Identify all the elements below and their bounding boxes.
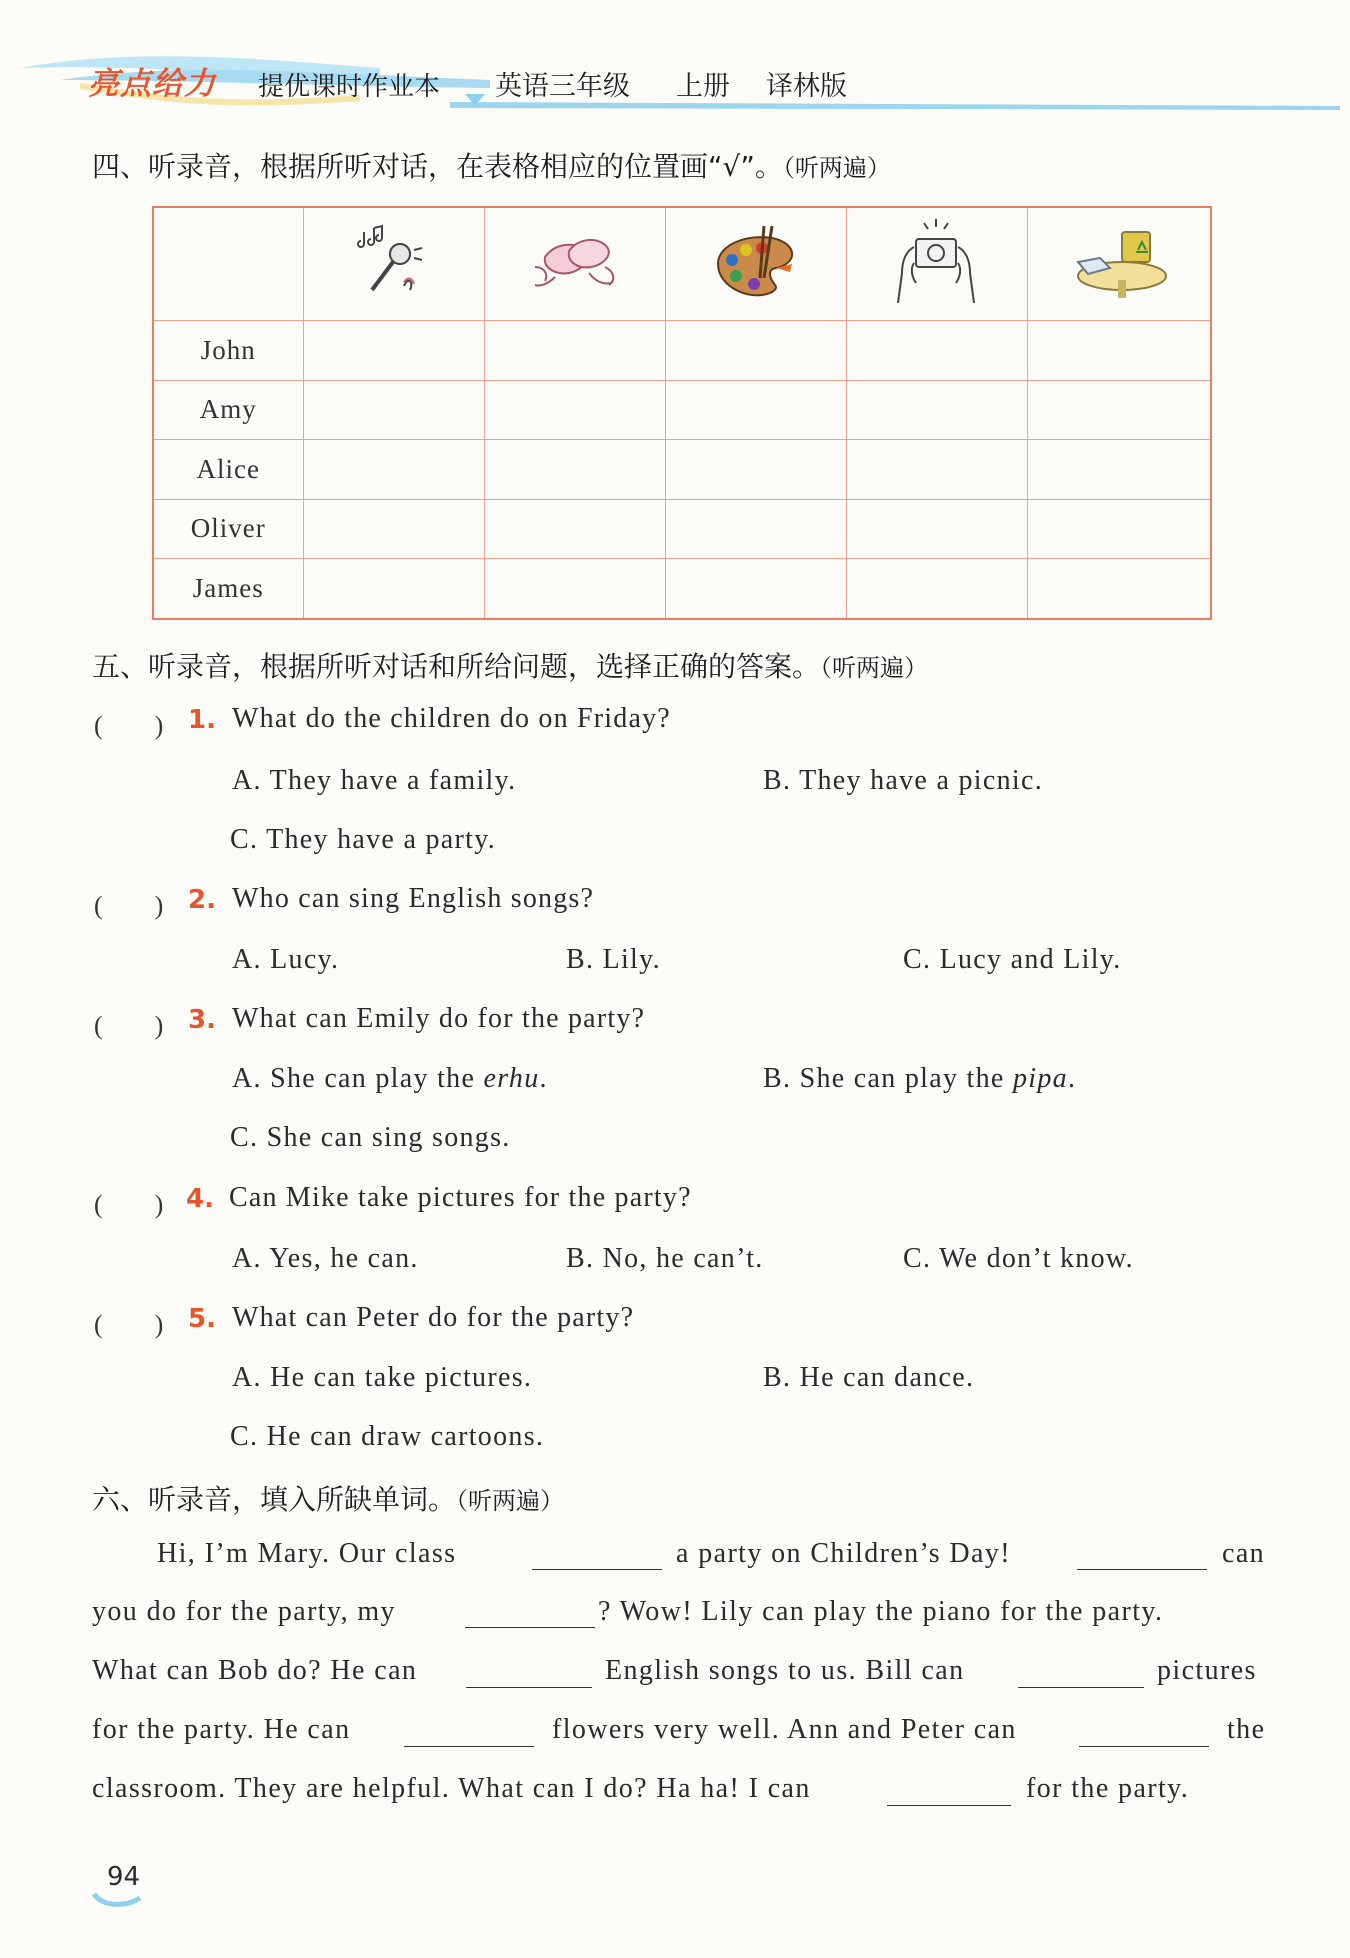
- check-cell[interactable]: [303, 559, 484, 620]
- page-header: [0, 40, 1350, 130]
- passage-line4-end: the: [1227, 1714, 1266, 1745]
- question-number-4: 4.: [186, 1184, 214, 1214]
- table-row: [153, 559, 1211, 620]
- answer-paren-1[interactable]: ( ): [94, 711, 164, 740]
- student-name: John: [153, 321, 303, 381]
- table-row: [153, 440, 1211, 500]
- check-cell[interactable]: [484, 559, 665, 620]
- passage-line5-end: for the party.: [1026, 1773, 1190, 1804]
- option-5a[interactable]: A. He can take pictures.: [232, 1362, 533, 1393]
- option-2c[interactable]: C. Lucy and Lily.: [903, 944, 1122, 975]
- student-name: James: [153, 559, 303, 620]
- passage-line1-start: Hi, I’m Mary. Our class: [157, 1538, 457, 1569]
- table-corner-cell: [153, 207, 303, 321]
- check-cell[interactable]: [846, 321, 1027, 381]
- subject-grade: 英语三年级: [495, 71, 630, 102]
- fill-blank-1[interactable]: [532, 1567, 662, 1570]
- fill-blank-4[interactable]: [466, 1685, 592, 1688]
- option-3b-instrument: pipa: [1012, 1063, 1068, 1094]
- student-name: Oliver: [153, 499, 303, 559]
- activity-table: [152, 206, 1212, 620]
- answer-paren-3[interactable]: ( ): [94, 1011, 164, 1040]
- fill-blank-6[interactable]: [404, 1744, 534, 1747]
- check-cell[interactable]: [484, 440, 665, 500]
- option-5b[interactable]: B. He can dance.: [763, 1362, 975, 1393]
- header-cell-sing: [303, 207, 484, 321]
- section6-title: [92, 1478, 564, 1518]
- option-5c[interactable]: C. He can draw cartoons.: [230, 1421, 545, 1452]
- page-number: 94: [107, 1862, 141, 1892]
- question-number-3: 3.: [188, 1005, 216, 1035]
- check-cell[interactable]: [1027, 440, 1211, 500]
- option-4c[interactable]: C. We don’t know.: [903, 1243, 1134, 1274]
- volume-label: 上册: [676, 71, 730, 102]
- passage-line2-end: ? Wow! Lily can play the piano for the party.: [598, 1596, 1164, 1627]
- passage-line3-mid: English songs to us. Bill can: [605, 1655, 965, 1686]
- option-2a[interactable]: A. Lucy.: [232, 944, 340, 975]
- taking-photo-icon: [892, 217, 982, 307]
- passage-line4-start: for the party. He can: [92, 1714, 351, 1745]
- fill-blank-8[interactable]: [887, 1803, 1011, 1806]
- section4-title-text: 四、听录音，根据所听对话，在表格相应的位置画“√”。: [92, 150, 783, 183]
- check-cell[interactable]: [484, 380, 665, 440]
- fill-blank-7[interactable]: [1079, 1744, 1209, 1747]
- header-cell-dance: [484, 207, 665, 321]
- passage-line1-mid: a party on Children’s Day!: [676, 1538, 1011, 1569]
- edition-label: 译林版: [766, 71, 847, 102]
- table-row: [153, 380, 1211, 440]
- option-3a-period: .: [539, 1063, 548, 1094]
- paint-palette-icon: [706, 222, 806, 302]
- answer-paren-2[interactable]: ( ): [94, 891, 164, 920]
- cleaning-table-icon: [1064, 222, 1174, 302]
- check-cell[interactable]: [846, 380, 1027, 440]
- check-cell[interactable]: [665, 440, 846, 500]
- check-cell[interactable]: [665, 499, 846, 559]
- check-cell[interactable]: [846, 499, 1027, 559]
- question-text-3: What can Emily do for the party?: [232, 1003, 646, 1034]
- option-1b[interactable]: B. They have a picnic.: [763, 765, 1043, 796]
- singing-microphone-icon: [354, 222, 434, 302]
- passage-line4-mid: flowers very well. Ann and Peter can: [552, 1714, 1017, 1745]
- option-3a-instrument: erhu: [483, 1063, 540, 1094]
- check-cell[interactable]: [303, 440, 484, 500]
- section6-note: （听两遍）: [456, 1487, 565, 1515]
- question-number-5: 5.: [188, 1304, 216, 1334]
- question-text-5: What can Peter do for the party?: [232, 1302, 635, 1333]
- table-row: [153, 321, 1211, 381]
- check-cell[interactable]: [303, 321, 484, 381]
- section6-title-text: 六、听录音，填入所缺单词。: [92, 1483, 457, 1516]
- fill-blank-2[interactable]: [1077, 1567, 1207, 1570]
- option-3a-text: A. She can play the: [232, 1063, 484, 1094]
- question-text-1: What do the children do on Friday?: [232, 703, 671, 734]
- passage-line3-start: What can Bob do? He can: [92, 1655, 418, 1686]
- passage-line2-start: you do for the party, my: [92, 1596, 396, 1627]
- dancing-shoes-icon: [525, 227, 625, 297]
- check-cell[interactable]: [1027, 559, 1211, 620]
- section5-note: （听两遍）: [820, 654, 929, 682]
- check-cell[interactable]: [303, 380, 484, 440]
- answer-paren-4[interactable]: ( ): [94, 1190, 164, 1219]
- answer-paren-5[interactable]: ( ): [94, 1310, 164, 1339]
- table-header-row: [153, 207, 1211, 321]
- section5-title: [92, 645, 928, 685]
- student-name: Amy: [153, 380, 303, 440]
- check-cell[interactable]: [303, 499, 484, 559]
- question-text-4: Can Mike take pictures for the party?: [229, 1182, 692, 1213]
- passage-line3-end: pictures: [1157, 1655, 1257, 1686]
- check-cell[interactable]: [484, 321, 665, 381]
- brand-logo-text: 亮点给力: [88, 66, 216, 102]
- question-text-2: Who can sing English songs?: [232, 883, 595, 914]
- table-row: [153, 499, 1211, 559]
- check-cell[interactable]: [665, 321, 846, 381]
- check-cell[interactable]: [665, 380, 846, 440]
- option-1a[interactable]: A. They have a family.: [232, 765, 517, 796]
- option-3b-text: B. She can play the: [763, 1063, 1013, 1094]
- check-cell[interactable]: [665, 559, 846, 620]
- passage-line1-end: can: [1222, 1538, 1266, 1569]
- check-cell[interactable]: [1027, 380, 1211, 440]
- option-4b[interactable]: B. No, he can’t.: [566, 1243, 764, 1274]
- option-4a[interactable]: A. Yes, he can.: [232, 1243, 419, 1274]
- passage-line5-start: classroom. They are helpful. What can I do? Ha ha! I can: [92, 1773, 811, 1804]
- check-cell[interactable]: [1027, 321, 1211, 381]
- option-1c[interactable]: C. They have a party.: [230, 824, 496, 855]
- fill-blank-3[interactable]: [465, 1625, 595, 1628]
- question-number-2: 2.: [188, 885, 216, 915]
- check-cell[interactable]: [484, 499, 665, 559]
- section4-title: [92, 145, 891, 185]
- option-3c[interactable]: C. She can sing songs.: [230, 1122, 511, 1153]
- section4-note: （听两遍）: [782, 154, 891, 182]
- check-cell[interactable]: [1027, 499, 1211, 559]
- header-cell-paint: [665, 207, 846, 321]
- option-3a[interactable]: [232, 1063, 548, 1095]
- check-cell[interactable]: [846, 440, 1027, 500]
- series-title: 提优课时作业本: [258, 72, 441, 102]
- header-cell-photo: [846, 207, 1027, 321]
- option-3b-period: .: [1067, 1063, 1077, 1094]
- option-2b[interactable]: B. Lily.: [566, 944, 661, 975]
- option-3b[interactable]: [763, 1063, 1076, 1095]
- header-cell-clean: [1027, 207, 1211, 321]
- section5-title-text: 五、听录音，根据所听对话和所给问题，选择正确的答案。: [92, 650, 821, 683]
- fill-blank-5[interactable]: [1018, 1685, 1144, 1688]
- student-name: Alice: [153, 440, 303, 500]
- check-cell[interactable]: [846, 559, 1027, 620]
- question-number-1: 1.: [188, 705, 216, 735]
